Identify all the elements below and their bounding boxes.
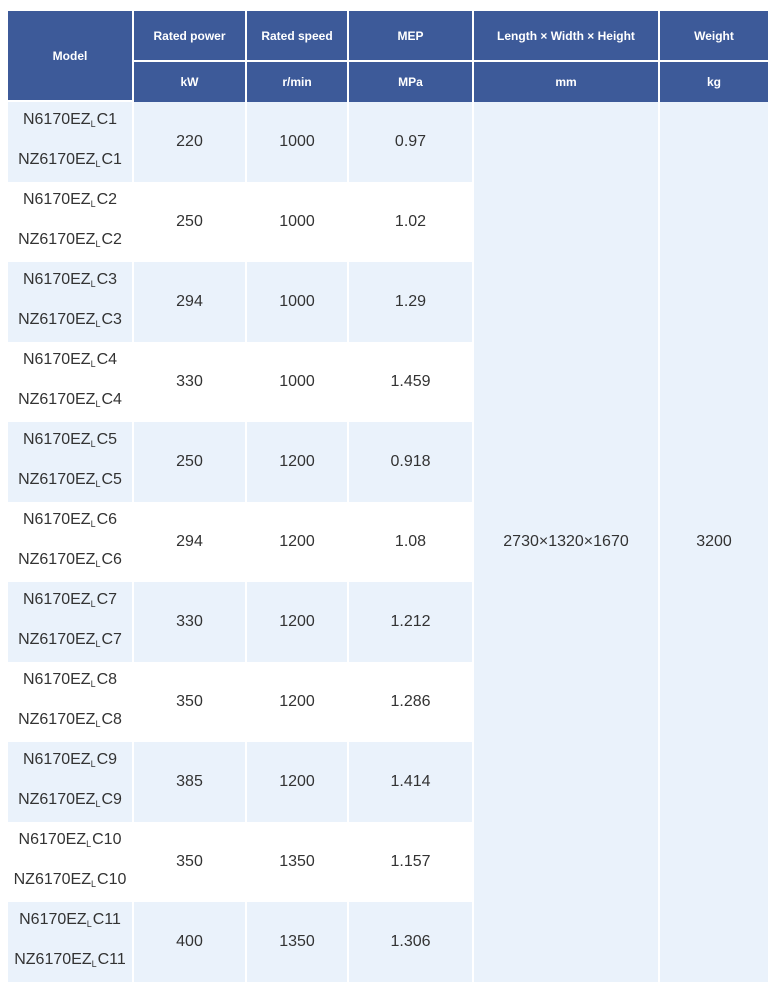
model-subscript: L [90,279,96,289]
model-suffix: C4 [96,351,118,368]
model-cell [8,662,134,742]
model-cell [8,822,134,902]
model-cell [8,102,134,182]
model-cell [8,742,134,822]
model-suffix: C8 [96,671,118,688]
mep-cell: 0.97 [349,102,474,182]
model-prefix: NZ6170EZ [18,231,96,248]
header-weight: Weight [660,11,768,62]
weight-cell: 3200 [660,102,768,982]
model-name-secondary [8,462,132,502]
model-cell [8,502,134,582]
model-prefix: NZ6170EZ [18,151,96,168]
rated-power-cell: 220 [134,102,247,182]
header-mep: MEP [349,11,474,62]
model-prefix: NZ6170EZ [18,551,96,568]
model-subscript: L [95,639,101,649]
mep-cell: 1.306 [349,902,474,982]
rated-speed-cell: 1000 [247,342,349,422]
rated-power-cell: 294 [134,502,247,582]
model-name-secondary [8,702,132,742]
model-name-primary [8,102,132,142]
rated-power-cell: 250 [134,422,247,502]
header-rated-power: Rated power [134,11,247,62]
rated-speed-cell: 1000 [247,182,349,262]
mep-cell: 1.414 [349,742,474,822]
model-suffix: C4 [101,391,122,408]
model-suffix: C5 [101,471,122,488]
model-subscript: L [90,599,96,609]
model-subscript: L [95,559,101,569]
model-subscript: L [90,679,96,689]
model-name-primary [8,262,132,302]
model-name-secondary [8,862,132,902]
model-suffix: C5 [96,431,118,448]
model-name-secondary [8,942,132,982]
rated-speed-cell: 1200 [247,502,349,582]
model-prefix: N6170EZ [22,511,91,528]
model-suffix: C11 [97,951,126,968]
rated-speed-cell: 1200 [247,742,349,822]
model-prefix: N6170EZ [22,351,91,368]
model-prefix: N6170EZ [22,111,91,128]
model-suffix: C6 [96,511,118,528]
model-subscript: L [90,199,96,209]
rated-power-cell: 294 [134,262,247,342]
model-subscript: L [90,519,96,529]
model-name-secondary [8,622,132,662]
mep-cell: 1.157 [349,822,474,902]
mep-cell: 1.286 [349,662,474,742]
model-name-primary [8,182,132,222]
unit-mep: MPa [349,62,474,102]
model-name-primary [8,422,132,462]
model-subscript: L [95,719,101,729]
model-prefix: N6170EZ [22,671,91,688]
header-row [8,11,768,62]
model-subscript: L [95,799,101,809]
mep-cell: 1.08 [349,502,474,582]
model-suffix: C11 [92,911,121,928]
model-subscript: L [90,759,96,769]
model-cell [8,262,134,342]
model-suffix: C3 [96,271,118,288]
model-prefix: N6170EZ [18,831,87,848]
rated-power-cell: 250 [134,182,247,262]
model-suffix: C2 [96,191,118,208]
model-subscript: L [90,439,96,449]
model-name-secondary [8,782,132,822]
model-subscript: L [95,239,101,249]
model-suffix: C1 [96,111,118,128]
rated-power-cell: 350 [134,822,247,902]
header-model: Model [8,11,134,102]
model-prefix: NZ6170EZ [18,311,96,328]
model-prefix: NZ6170EZ [18,711,96,728]
model-suffix: C1 [101,151,122,168]
header-rated-speed: Rated speed [247,11,349,62]
unit-dimensions: mm [474,62,660,102]
rated-power-cell: 385 [134,742,247,822]
model-prefix: NZ6170EZ [18,471,96,488]
dimensions-cell: 2730×1320×1670 [474,102,660,982]
model-suffix: C8 [101,711,122,728]
model-prefix: N6170EZ [22,591,91,608]
model-suffix: C7 [96,591,118,608]
model-subscript: L [90,119,96,129]
rated-power-cell: 350 [134,662,247,742]
model-cell [8,422,134,502]
model-subscript: L [95,479,101,489]
rated-speed-cell: 1200 [247,422,349,502]
model-suffix: C10 [92,831,122,848]
model-prefix: N6170EZ [22,431,91,448]
rated-power-cell: 330 [134,582,247,662]
rated-speed-cell: 1350 [247,902,349,982]
model-subscript: L [86,919,92,929]
mep-cell: 1.02 [349,182,474,262]
model-subscript: L [86,839,92,849]
model-name-primary [8,342,132,382]
rated-power-cell: 330 [134,342,247,422]
model-cell [8,342,134,422]
model-prefix: N6170EZ [22,271,91,288]
model-name-primary [8,502,132,542]
unit-speed: r/min [247,62,349,102]
rated-speed-cell: 1200 [247,582,349,662]
model-suffix: C10 [97,871,127,888]
model-prefix: NZ6170EZ [18,791,96,808]
rated-speed-cell: 1200 [247,662,349,742]
rated-power-cell: 400 [134,902,247,982]
model-name-secondary [8,222,132,262]
model-suffix: C9 [101,791,122,808]
mep-cell: 1.29 [349,262,474,342]
model-prefix: NZ6170EZ [14,951,92,968]
model-prefix: NZ6170EZ [18,391,96,408]
model-subscript: L [95,399,101,409]
model-cell [8,182,134,262]
model-prefix: N6170EZ [19,911,87,928]
model-prefix: N6170EZ [22,751,91,768]
model-name-secondary [8,542,132,582]
model-subscript: L [95,159,101,169]
rated-speed-cell: 1350 [247,822,349,902]
header-dimensions: Length × Width × Height [474,11,660,62]
model-prefix: NZ6170EZ [13,871,91,888]
mep-cell: 1.459 [349,342,474,422]
table-row [8,102,768,182]
model-name-secondary [8,142,132,182]
unit-power: kW [134,62,247,102]
model-suffix: C9 [96,751,118,768]
model-name-secondary [8,382,132,422]
model-prefix: NZ6170EZ [18,631,96,648]
model-subscript: L [90,359,96,369]
model-suffix: C3 [101,311,122,328]
model-subscript: L [95,319,101,329]
model-prefix: N6170EZ [22,191,91,208]
model-name-primary [8,822,132,862]
model-suffix: C6 [101,551,122,568]
model-subscript: L [91,879,97,889]
engine-spec-table [8,11,768,982]
model-suffix: C2 [101,231,122,248]
model-name-primary [8,742,132,782]
model-name-primary [8,582,132,622]
rated-speed-cell: 1000 [247,102,349,182]
unit-weight: kg [660,62,768,102]
model-cell [8,902,134,982]
model-name-primary [8,662,132,702]
model-name-secondary [8,302,132,342]
mep-cell: 0.918 [349,422,474,502]
rated-speed-cell: 1000 [247,262,349,342]
model-suffix: C7 [101,631,122,648]
model-cell [8,582,134,662]
model-subscript: L [91,959,97,969]
mep-cell: 1.212 [349,582,474,662]
model-name-primary [8,902,132,942]
